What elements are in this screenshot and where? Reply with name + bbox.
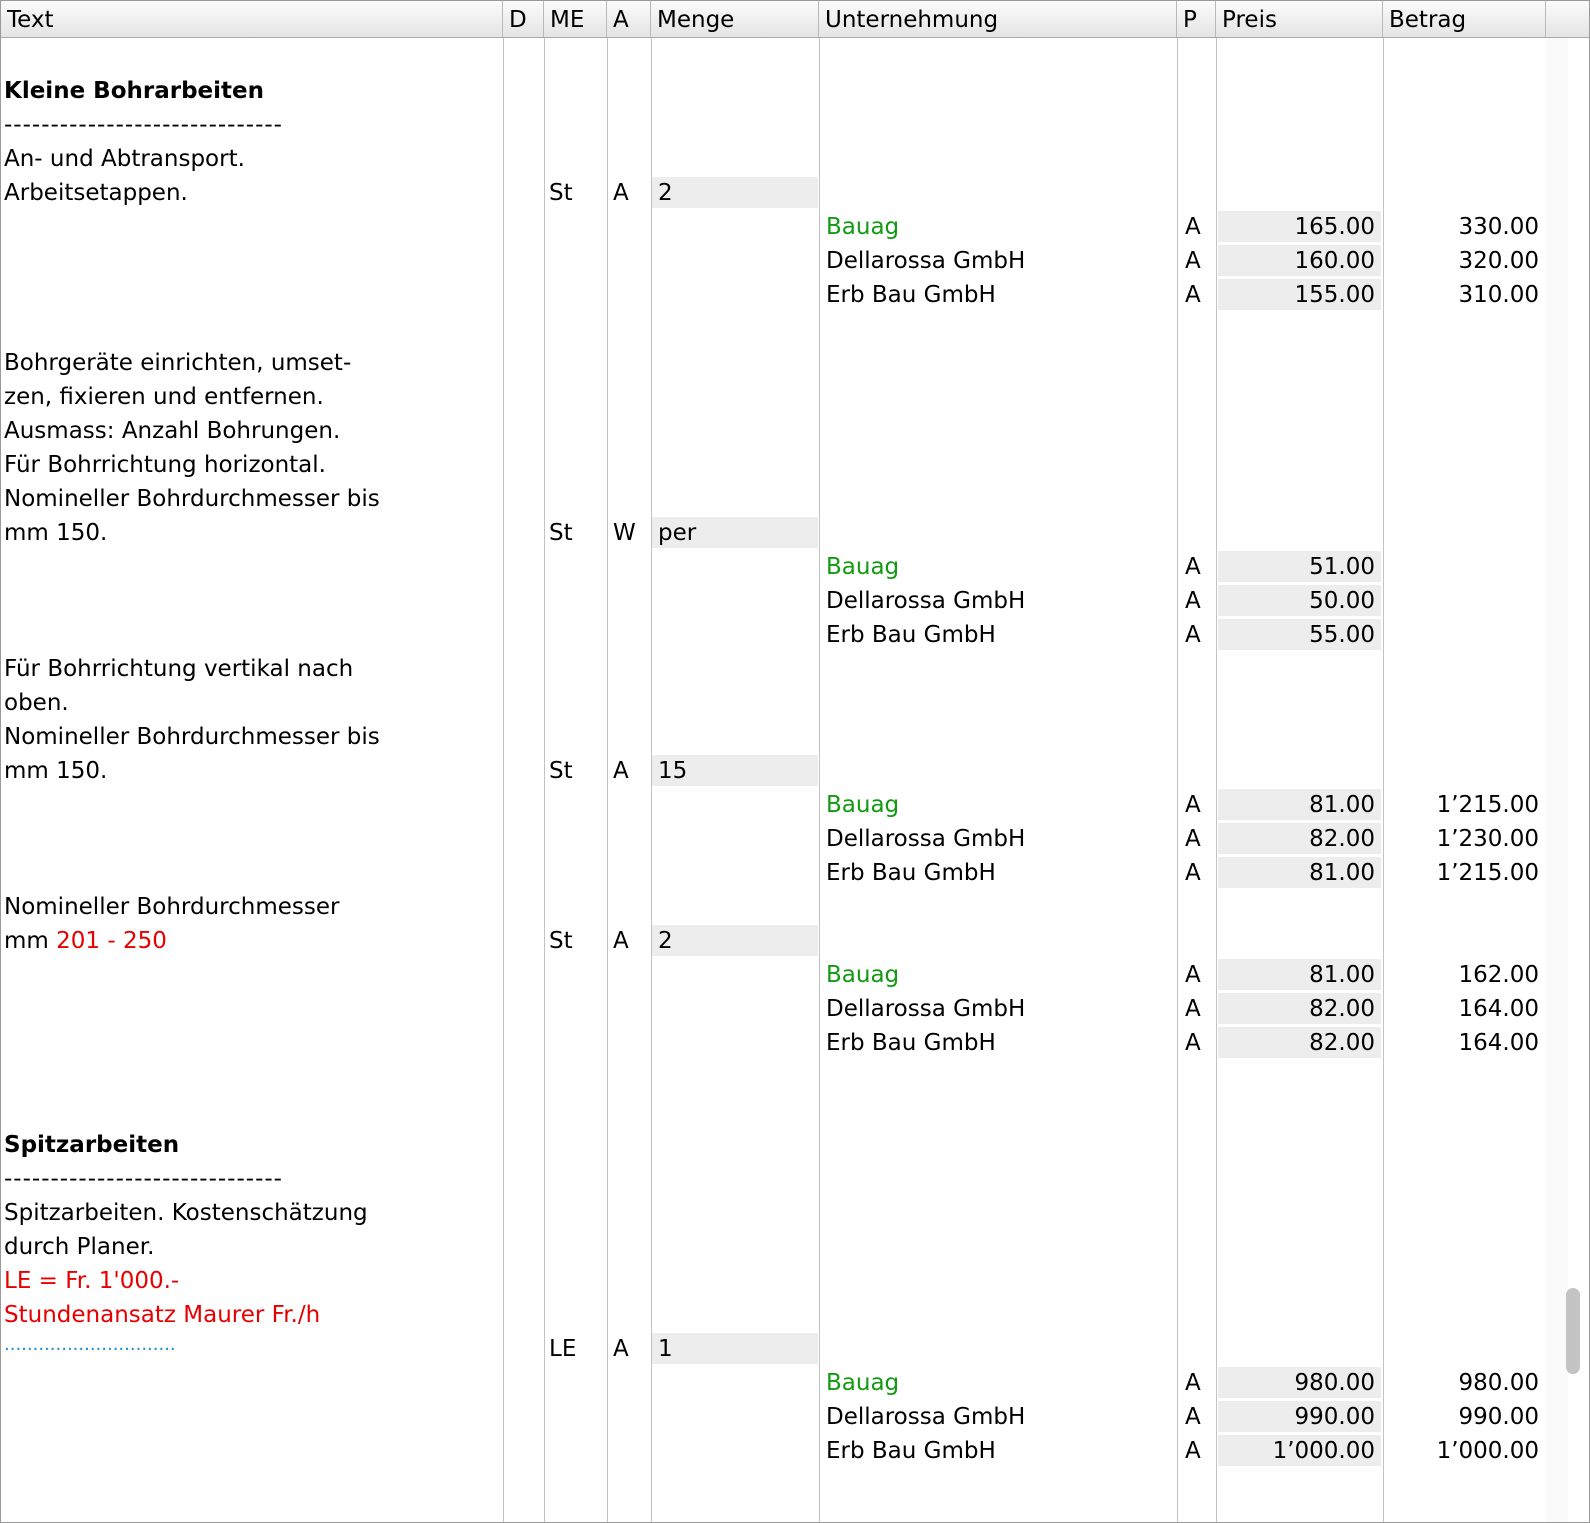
table-header (1, 1, 1589, 38)
bid-company: Erb Bau GmbH (826, 282, 996, 308)
quantity-cell-bg (652, 177, 818, 208)
item-unit: St (549, 758, 573, 784)
column-divider (1383, 38, 1384, 1522)
column-header-a[interactable]: A (607, 1, 651, 37)
bid-company: Dellarossa GmbH (826, 588, 1026, 614)
bid-p: A (1185, 792, 1201, 818)
bid-company: Erb Bau GmbH (826, 1438, 996, 1464)
amount-cell: 162.00 (1458, 962, 1539, 988)
item-unit: LE (549, 1336, 577, 1362)
item-text-line: durch Planer. (4, 1234, 155, 1260)
bid-p: A (1185, 1370, 1201, 1396)
item-text-line: mm 150. (4, 520, 108, 546)
item-text-line: Nomineller Bohrdurchmesser (4, 894, 340, 920)
bid-p: A (1185, 214, 1201, 240)
amount-cell: 980.00 (1458, 1370, 1539, 1396)
vertical-scrollbar-thumb[interactable] (1566, 1288, 1580, 1374)
item-a-flag: A (613, 928, 629, 954)
bid-company: Erb Bau GmbH (826, 622, 996, 648)
price-cell[interactable]: 1’000.00 (1272, 1438, 1375, 1464)
bid-company: Dellarossa GmbH (826, 826, 1026, 852)
price-cell[interactable]: 160.00 (1294, 248, 1375, 274)
bid-p: A (1185, 1030, 1201, 1056)
amount-cell: 330.00 (1458, 214, 1539, 240)
item-text-line: Arbeitsetappen. (4, 180, 188, 206)
bid-company: Bauag (826, 1370, 900, 1396)
price-cell[interactable]: 82.00 (1309, 1030, 1375, 1056)
bid-p: A (1185, 622, 1201, 648)
column-divider (819, 38, 820, 1522)
item-text-highlight: LE = Fr. 1'000.- (4, 1268, 180, 1294)
section-title: Spitzarbeiten (4, 1132, 180, 1158)
amount-cell: 320.00 (1458, 248, 1539, 274)
vertical-scrollbar-track[interactable] (1546, 38, 1568, 1522)
item-text-line: oben. (4, 690, 69, 716)
column-header-betrag[interactable]: Betrag (1383, 1, 1546, 37)
section-title: Kleine Bohrarbeiten (4, 78, 264, 104)
column-header-d[interactable]: D (503, 1, 544, 37)
amount-cell (1385, 584, 1539, 618)
column-divider (1177, 38, 1178, 1522)
item-text-highlight: Stundenansatz Maurer Fr./h (4, 1302, 321, 1328)
item-text-line: Nomineller Bohrdurchmesser bis (4, 724, 380, 750)
item-a-flag: W (613, 520, 636, 546)
item-a-flag: A (613, 180, 629, 206)
quantity-cell[interactable]: per (658, 520, 697, 546)
quantity-cell[interactable]: 1 (658, 1336, 673, 1362)
amount-cell: 990.00 (1458, 1404, 1539, 1430)
bid-p: A (1185, 282, 1201, 308)
bid-company: Bauag (826, 214, 900, 240)
amount-cell (1385, 618, 1539, 652)
column-divider (503, 38, 504, 1522)
price-cell[interactable]: 82.00 (1309, 826, 1375, 852)
item-text-line (4, 924, 167, 958)
quantity-cell-bg (652, 925, 818, 956)
column-header-menge[interactable]: Menge (651, 1, 819, 37)
bid-p: A (1185, 962, 1201, 988)
price-cell[interactable]: 990.00 (1294, 1404, 1375, 1430)
section-rule: ------------------------------ (4, 112, 283, 138)
price-cell[interactable]: 81.00 (1309, 792, 1375, 818)
amount-cell: 1’230.00 (1436, 826, 1539, 852)
item-text-prefix: mm (4, 928, 57, 954)
price-cell[interactable]: 980.00 (1294, 1370, 1375, 1396)
bid-company: Bauag (826, 792, 900, 818)
column-header-p[interactable]: P (1177, 1, 1216, 37)
price-cell[interactable]: 81.00 (1309, 860, 1375, 886)
bid-company: Erb Bau GmbH (826, 860, 996, 886)
item-a-flag: A (613, 1336, 629, 1362)
price-cell[interactable]: 165.00 (1294, 214, 1375, 240)
column-header-text[interactable]: Text (1, 1, 503, 37)
price-cell[interactable]: 51.00 (1309, 554, 1375, 580)
bid-p: A (1185, 996, 1201, 1022)
column-header-me[interactable]: ME (544, 1, 607, 37)
price-cell[interactable]: 55.00 (1309, 622, 1375, 648)
bid-company: Dellarossa GmbH (826, 996, 1026, 1022)
quantity-cell[interactable]: 2 (658, 928, 673, 954)
amount-cell (1385, 550, 1539, 584)
price-cell[interactable]: 81.00 (1309, 962, 1375, 988)
item-unit: St (549, 928, 573, 954)
bid-p: A (1185, 554, 1201, 580)
bid-p: A (1185, 248, 1201, 274)
amount-cell: 1’215.00 (1436, 860, 1539, 886)
amount-cell: 164.00 (1458, 996, 1539, 1022)
item-text-line: Nomineller Bohrdurchmesser bis (4, 486, 380, 512)
bid-p: A (1185, 1404, 1201, 1430)
amount-cell: 1’215.00 (1436, 792, 1539, 818)
item-text-line: Für Bohrrichtung horizontal. (4, 452, 326, 478)
item-a-flag: A (613, 758, 629, 784)
price-cell[interactable]: 155.00 (1294, 282, 1375, 308)
column-divider (607, 38, 608, 1522)
section-rule: ------------------------------ (4, 1166, 283, 1192)
dotted-input-field[interactable]: .............................. (4, 1334, 176, 1355)
column-header-preis[interactable]: Preis (1216, 1, 1383, 37)
item-text-line: Bohrgeräte einrichten, umset- (4, 350, 352, 376)
item-text-line: Für Bohrrichtung vertikal nach (4, 656, 354, 682)
column-divider (544, 38, 545, 1522)
bid-company: Bauag (826, 554, 900, 580)
amount-cell: 1’000.00 (1436, 1438, 1539, 1464)
item-text-line: Ausmass: Anzahl Bohrungen. (4, 418, 341, 444)
bid-p: A (1185, 588, 1201, 614)
bid-p: A (1185, 826, 1201, 852)
bid-p: A (1185, 860, 1201, 886)
amount-cell: 310.00 (1458, 282, 1539, 308)
column-header-unternehmung[interactable]: Unternehmung (819, 1, 1177, 37)
item-text-line: zen, fixieren und entfernen. (4, 384, 324, 410)
bid-company: Bauag (826, 962, 900, 988)
item-text-highlight: 201 - 250 (56, 928, 167, 954)
item-unit: St (549, 520, 573, 546)
item-text-line: mm 150. (4, 758, 108, 784)
bid-company: Dellarossa GmbH (826, 1404, 1026, 1430)
item-text-line: An- und Abtransport. (4, 146, 245, 172)
price-cell[interactable]: 82.00 (1309, 996, 1375, 1022)
amount-cell: 164.00 (1458, 1030, 1539, 1056)
price-cell[interactable]: 50.00 (1309, 588, 1375, 614)
item-text-line: Spitzarbeiten. Kostenschätzung (4, 1200, 368, 1226)
bid-company: Dellarossa GmbH (826, 248, 1026, 274)
quantity-cell-bg (652, 1333, 818, 1364)
column-divider (1216, 38, 1217, 1522)
item-unit: St (549, 180, 573, 206)
quantity-cell[interactable]: 2 (658, 180, 673, 206)
quantity-cell[interactable]: 15 (658, 758, 688, 784)
bid-company: Erb Bau GmbH (826, 1030, 996, 1056)
bid-p: A (1185, 1438, 1201, 1464)
